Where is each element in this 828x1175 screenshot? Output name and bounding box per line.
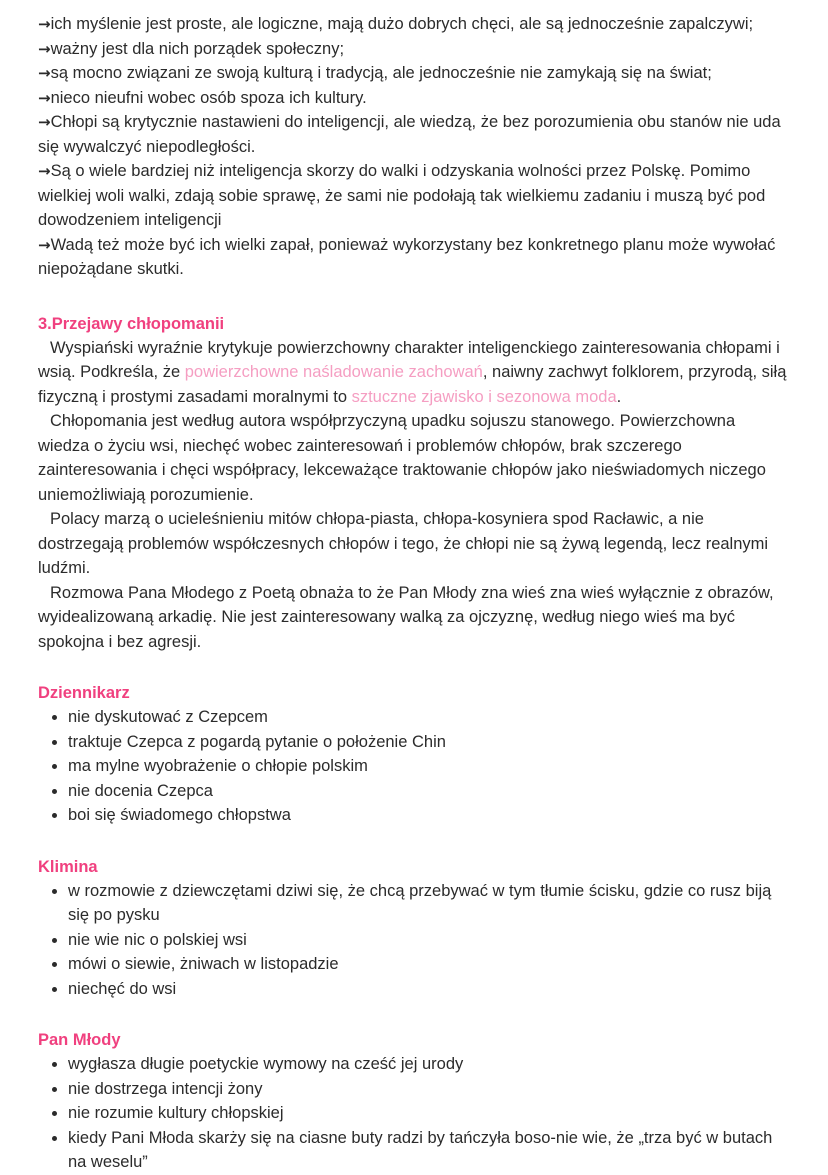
right-arrow-icon: → (38, 235, 51, 254)
arrow-points-list (38, 12, 790, 282)
arrow-point-text: są mocno związani ze swoją kulturą i tradycją, ale jednocześnie nie zamykają się na świat; (50, 64, 712, 82)
paragraph-text-part: Wyspiański wyraźnie krytykuje powierzchowny charakter inteligenckiego zainteresowania chłopami i wsią. Podkreśla, że (38, 338, 780, 381)
arrow-point (38, 110, 790, 159)
list-item: mówi o siewie, żniwach w listopadzie (38, 952, 790, 977)
arrow-point (38, 12, 790, 37)
arrow-point (38, 61, 790, 86)
list-item: traktuje Czepca z pogardą pytanie o położenie Chin (38, 730, 790, 755)
list-item: nie rozumie kultury chłopskiej (38, 1101, 790, 1126)
paragraph-mity-chlopa: Polacy marzą o ucieleśnieniu mitów chłopa-piasta, chłopa-kosyniera spod Racławic, a nie dostrzegają problemów współczesnych chłopów i tego, że chłopi nie są żywą legendą, lecz realnymi ludźmi. (38, 510, 769, 577)
list-item: wygłasza długie poetyckie wymowy na cześć jej urody (38, 1052, 790, 1077)
list-item: nie wie nic o polskiej wsi (38, 928, 790, 953)
arrow-point (38, 233, 790, 282)
list-item: nie dyskutować z Czepcem (38, 705, 790, 730)
list-item: boi się świadomego chłopstwa (38, 803, 790, 828)
bullet-list-dziennikarz (38, 705, 790, 828)
paragraph-text-part: . (616, 387, 622, 406)
list-item: kiedy Pani Młoda skarży się na ciasne buty radzi by tańczyła boso-nie wie, że „trza być w butach na weselu” (38, 1126, 790, 1175)
highlight-powierzchowne-nasladowanie: powierzchowne naśladowanie zachowań (184, 363, 483, 381)
right-arrow-icon: → (38, 15, 51, 33)
arrow-point (38, 86, 790, 111)
arrow-point (38, 37, 790, 62)
paragraph-rozmowa-pana-mlodego: Rozmowa Pana Młodego z Poetą obnaża to że Pan Młody zna wieś zna wieś wyłącznie z obrazów, wyidealizowaną arkadię. Nie jest zainteresowany walką za ojczyznę, według niego wieś ma być spokojna i bez agresji. (38, 583, 774, 651)
right-arrow-icon: → (38, 39, 51, 58)
list-heading-klimina: Klimina (38, 857, 98, 876)
list-item: w rozmowie z dziewczętami dziwi się, że chcą przebywać w tym tłumie ścisku, gdzie co rusz biją się po pysku (38, 879, 790, 928)
list-item: ma mylne wyobrażenie o chłopie polskim (38, 754, 790, 779)
right-arrow-icon: → (38, 64, 51, 82)
paragraph-text-part: , naiwny zachwyt folklorem, przyrodą, siłą fizyczną i prostymi zasadami moralnymi to (38, 363, 787, 406)
bullet-list-pan-mlody (38, 1052, 790, 1175)
list-heading-pan-mlody: Pan Młody (38, 1031, 121, 1049)
arrow-point-text: Chłopi są krytycznie nastawieni do inteligencji, ale wiedzą, że bez porozumienia obu stanów nie uda się wywalczyć niepodległości. (38, 113, 781, 156)
list-item: niechęć do wsi (38, 977, 790, 1002)
spacer (38, 1001, 790, 1028)
spacer (38, 654, 790, 681)
list-item: nie docenia Czepca (38, 779, 790, 804)
arrow-point-text: Są o wiele bardziej niż inteligencja skorzy do walki i odzyskania wolności przez Polskę. Pomimo wielkiej woli walki, zdają sobie sprawę, że sami nie podołają tak wielkiemu zadaniu i muszą być pod dowodzeniem inteligencji (38, 162, 766, 229)
right-arrow-icon: → (38, 162, 51, 180)
arrow-point-text: ich myślenie jest proste, ale logiczne, mają dużo dobrych chęci, ale są jednocześnie zapalczywi; (50, 15, 754, 33)
right-arrow-icon: → (38, 113, 51, 131)
list-heading-dziennikarz: Dziennikarz (38, 684, 130, 702)
arrow-point-text: nieco nieufni wobec osób spoza ich kultury. (50, 88, 367, 107)
spacer (38, 282, 790, 312)
arrow-point-text: Wadą też może być ich wielki zapał, ponieważ wykorzystany bez konkretnego planu może wywołać niepożądane skutki. (38, 235, 776, 278)
right-arrow-icon: → (38, 88, 51, 107)
arrow-point-text: ważny jest dla nich porządek społeczny; (50, 39, 345, 58)
highlight-sztuczne-zjawisko: sztuczne zjawisko i sezonowa moda (351, 387, 617, 406)
spacer (38, 828, 790, 855)
bullet-list-klimina (38, 879, 790, 1002)
arrow-point (38, 159, 790, 233)
paragraph-chlopomania-intro (38, 336, 790, 410)
paragraph-upadek-sojuszu: Chłopomania jest według autora współprzyczyną upadku sojuszu stanowego. Powierzchowna wiedza o życiu wsi, niechęć wobec zainteresowań i problemów chłopów, brak szczerego zainteresowania i chęci współpracy, lekceważące traktowanie chłopów jako nieświadomych niczego uniemożliwiają porozumienie. (38, 412, 766, 504)
section-heading-chlopomania: 3.Przejawy chłopomanii (38, 314, 225, 333)
list-item: nie dostrzega intencji żony (38, 1077, 790, 1102)
